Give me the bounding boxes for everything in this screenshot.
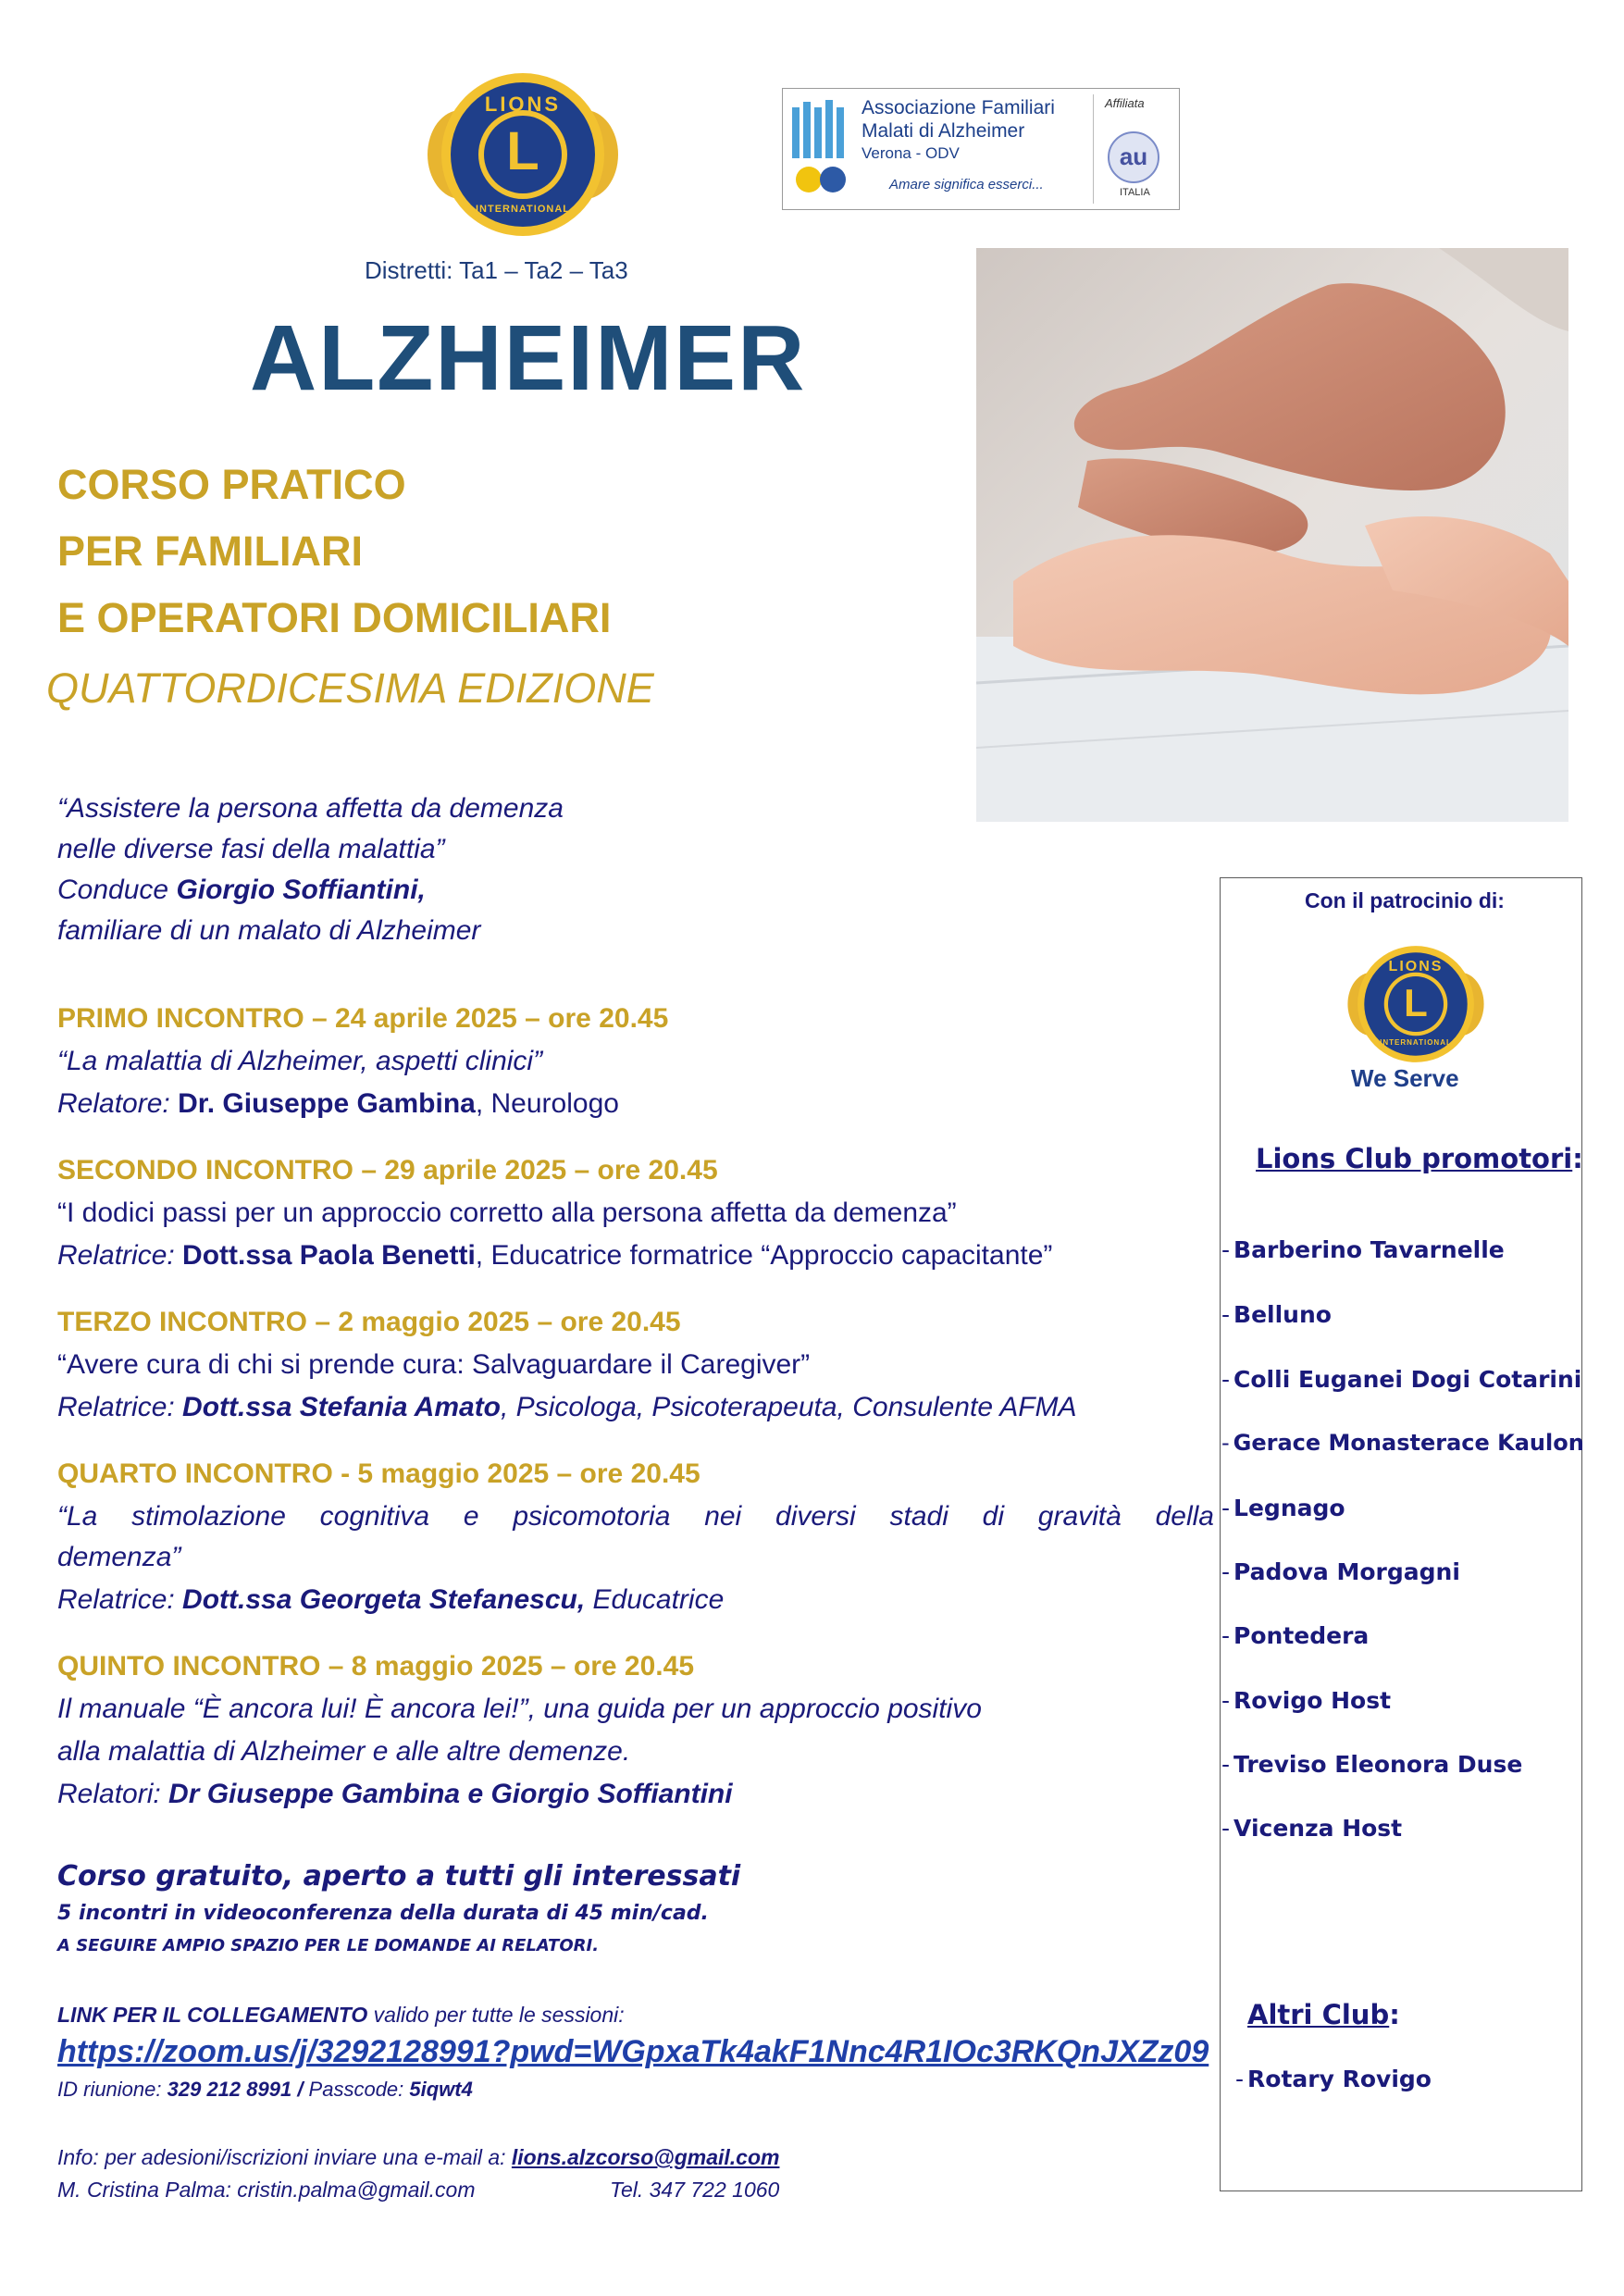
meeting-id: ID riunione: 329 212 8991 / Passcode: 5iqwt4: [57, 2078, 473, 2101]
contact-line: M. Cristina Palma: cristin.palma@gmail.com Tel. 347 722 1060: [57, 2178, 780, 2202]
affiliata-label: Affiliata: [1105, 96, 1145, 110]
incontro-5-head: QUINTO INCONTRO – 8 maggio 2025 – ore 20.45: [57, 1651, 695, 1682]
incontro-3-speaker: Relatrice: Dott.ssa Stefania Amato, Psicologa, Psicoterapeuta, Consulente AFMA: [57, 1392, 1077, 1422]
lions-logo-small-international: INTERNATIONAL: [1380, 1038, 1452, 1047]
subtitle-line-1: CORSO PRATICO: [57, 461, 406, 508]
incontro-4-topic: “La stimolazione cognitiva e psicomotoria nei diversi stadi di gravità della: [57, 1501, 1214, 1532]
lions-logo-international: INTERNATIONAL: [475, 204, 570, 215]
course-questions: A SEGUIRE AMPIO SPAZIO PER LE DOMANDE AI RELATORI.: [57, 1936, 600, 1955]
afma-city: Verona - ODV: [862, 144, 960, 162]
email-link[interactable]: lions.alzcorso@gmail.com: [511, 2145, 780, 2169]
afma-name: Associazione Familiari Malati di Alzheimer: [862, 97, 1055, 142]
course-free: Corso gratuito, aperto a tutti gli interessati: [57, 1860, 741, 1893]
club-item: - Legnago: [1221, 1495, 1345, 1521]
lions-logo-text: LIONS: [484, 93, 562, 116]
incontro-2-speaker: Relatrice: Dott.ssa Paola Benetti, Educatrice formatrice “Approccio capacitante”: [57, 1240, 1053, 1271]
club-item: - Gerace Monasterace Kaulon: [1221, 1430, 1584, 1456]
intro-line-3: Conduce Giorgio Soffiantini,: [57, 875, 426, 905]
course-format: 5 incontri in videoconferenza della durata di 45 min/cad.: [57, 1902, 709, 1925]
lions-logo-small-text: LIONS: [1388, 959, 1444, 974]
au-logo: au: [1108, 131, 1159, 183]
club-item: - Colli Euganei Dogi Cotarini: [1221, 1366, 1582, 1393]
altri-club-title: Altri Club:: [1247, 1999, 1400, 2030]
incontro-4-head: QUARTO INCONTRO - 5 maggio 2025 – ore 20.45: [57, 1458, 700, 1489]
incontro-5-speaker: Relatori: Dr Giuseppe Gambina e Giorgio Soffiantini: [57, 1779, 733, 1809]
club-item: - Barberino Tavarnelle: [1221, 1236, 1505, 1263]
incontro-4-topic-cont: demenza”: [57, 1542, 181, 1572]
subtitle-line-3: E OPERATORI DOMICILIARI: [57, 594, 612, 641]
intro-line-4: familiare di un malato di Alzheimer: [57, 915, 481, 946]
club-item: - Vicenza Host: [1221, 1815, 1403, 1842]
we-serve: We Serve: [1351, 1064, 1459, 1092]
italia-label: ITALIA: [1120, 187, 1150, 198]
incontro-4-speaker: Relatrice: Dott.ssa Georgeta Stefanescu, Educatrice: [57, 1584, 725, 1615]
distretti: Distretti: Ta1 – Ta2 – Ta3: [365, 256, 628, 284]
incontro-1-topic: “La malattia di Alzheimer, aspetti clinici”: [57, 1046, 543, 1076]
afma-tagline: Amare significa esserci...: [889, 177, 1044, 192]
lions-logo-small-letter: L: [1404, 981, 1428, 1024]
telephone: Tel. 347 722 1060: [610, 2178, 780, 2202]
subtitle-line-2: PER FAMILIARI: [57, 527, 364, 575]
info-line: Info: per adesioni/iscrizioni inviare una e-mail a: lions.alzcorso@gmail.com: [57, 2145, 780, 2169]
promotori-title: Lions Club promotori:: [1256, 1143, 1583, 1174]
page-title: ALZHEIMER: [250, 306, 807, 410]
hands-photo: [976, 248, 1568, 822]
incontro-5-topic: Il manuale “È ancora lui! È ancora lei!”, una guida per un approccio positivo: [57, 1694, 982, 1724]
incontro-2-topic: “I dodici passi per un approccio corretto alla persona affetta da demenza”: [57, 1198, 957, 1228]
incontro-1-speaker: Relatore: Dr. Giuseppe Gambina, Neurologo: [57, 1088, 619, 1119]
club-item: - Pontedera: [1221, 1622, 1370, 1649]
link-label: LINK PER IL COLLEGAMENTO valido per tutte le sessioni:: [57, 2003, 625, 2027]
club-item: - Treviso Eleonora Duse: [1221, 1751, 1523, 1778]
incontro-5-topic-cont: alla malattia di Alzheimer e alle altre demenze.: [57, 1736, 631, 1767]
club-item: - Rovigo Host: [1221, 1687, 1392, 1714]
altri-club-item: - Rotary Rovigo: [1235, 2066, 1432, 2092]
incontro-1-head: PRIMO INCONTRO – 24 aprile 2025 – ore 20.45: [57, 1003, 669, 1034]
club-item: - Padova Morgagni: [1221, 1558, 1460, 1585]
intro-line-2: nelle diverse fasi della malattia”: [57, 834, 445, 864]
club-item: - Belluno: [1221, 1301, 1332, 1328]
lions-logo: [426, 57, 620, 252]
intro-line-1: “Assistere la persona affetta da demenza: [57, 793, 564, 824]
edition: QUATTORDICESIMA EDIZIONE: [46, 664, 654, 712]
incontro-3-topic: “Avere cura di chi si prende cura: Salvaguardare il Caregiver”: [57, 1349, 811, 1380]
lions-logo-small: [1346, 935, 1485, 1074]
afma-logo: [782, 88, 1180, 210]
zoom-link[interactable]: https://zoom.us/j/3292128991?pwd=WGpxaTk4akF1Nnc4R1IOc3RKQnJXZz09: [57, 2034, 1209, 2069]
lions-logo-letter: L: [506, 121, 539, 181]
incontro-2-head: SECONDO INCONTRO – 29 aprile 2025 – ore 20.45: [57, 1155, 718, 1185]
afma-bars-icon: [790, 98, 855, 200]
au-affiliation: [1093, 94, 1177, 204]
patrocinio-label: Con il patrocinio di:: [1305, 888, 1505, 912]
incontro-3-head: TERZO INCONTRO – 2 maggio 2025 – ore 20.45: [57, 1307, 681, 1337]
